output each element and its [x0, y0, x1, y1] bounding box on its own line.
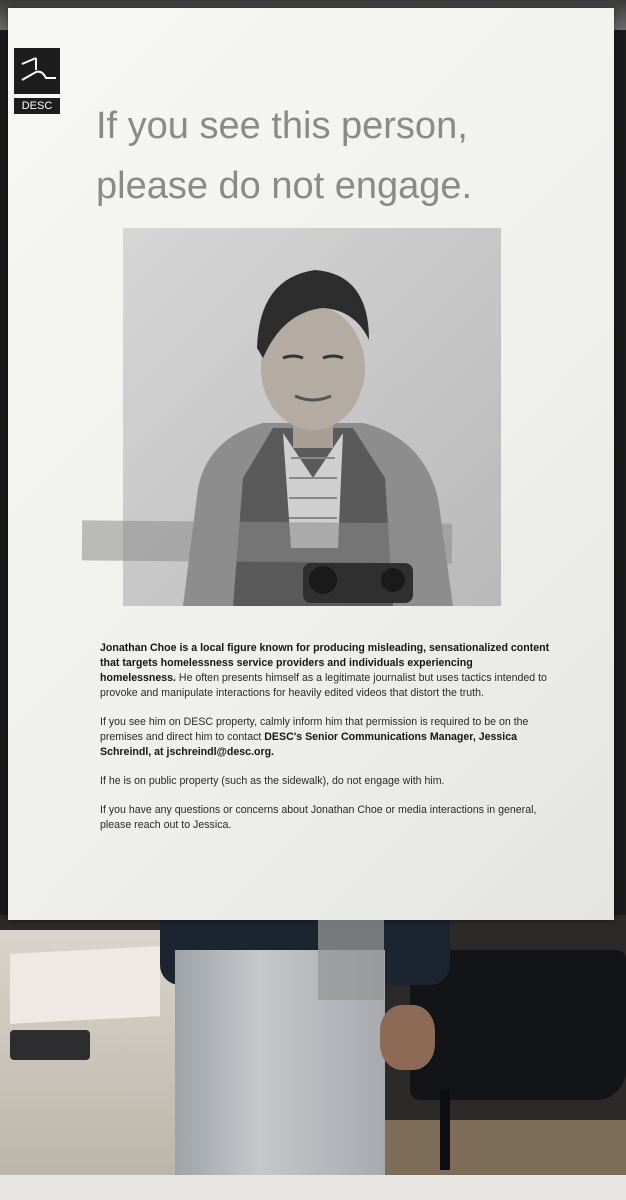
phone — [10, 1030, 90, 1060]
bottom-paper — [0, 1175, 626, 1200]
body-text — [100, 641, 550, 847]
paragraph-4: If you have any questions or concerns about Jonathan Choe or media interactions in general, please reach out to Jessica. — [100, 804, 537, 831]
flyer — [8, 8, 614, 920]
paragraph-1-bold: Jonathan Choe is a local figure known for producing misleading, sensationalized content that targets homelessness service providers and individuals experiencing homelessness. — [100, 642, 550, 684]
chair-leg — [440, 1090, 450, 1170]
logo-mark-icon — [14, 48, 60, 94]
person-hand — [380, 1005, 435, 1070]
tape-strip — [82, 520, 452, 563]
paragraph-2-bold: DESC's Senior Communications Manager, Jessica Schreindl, at jschreindl@desc.org. — [100, 731, 518, 758]
tape-bottom — [318, 920, 384, 1000]
paragraph-1 — [100, 641, 550, 701]
headline-line-1: If you see this person, — [96, 105, 468, 147]
desc-logo — [14, 48, 62, 118]
paragraph-1-rest: He often presents himself as a legitimate journalist but uses tactics intended to provoke and manipulate interactions for heavily edited videos that distort the truth. — [100, 672, 547, 699]
headline-line-2: please do not engage. — [96, 165, 473, 207]
desk-paper — [10, 946, 160, 1024]
logo-label: DESC — [14, 98, 60, 114]
headline — [96, 96, 576, 216]
paragraph-2 — [100, 715, 550, 760]
paragraph-3: If he is on public property (such as the sidewalk), do not engage with him. — [100, 775, 445, 787]
paragraph-2-start: If you see him on DESC property, calmly inform him that permission is required to be on the premises and direct him to contact — [100, 716, 529, 743]
